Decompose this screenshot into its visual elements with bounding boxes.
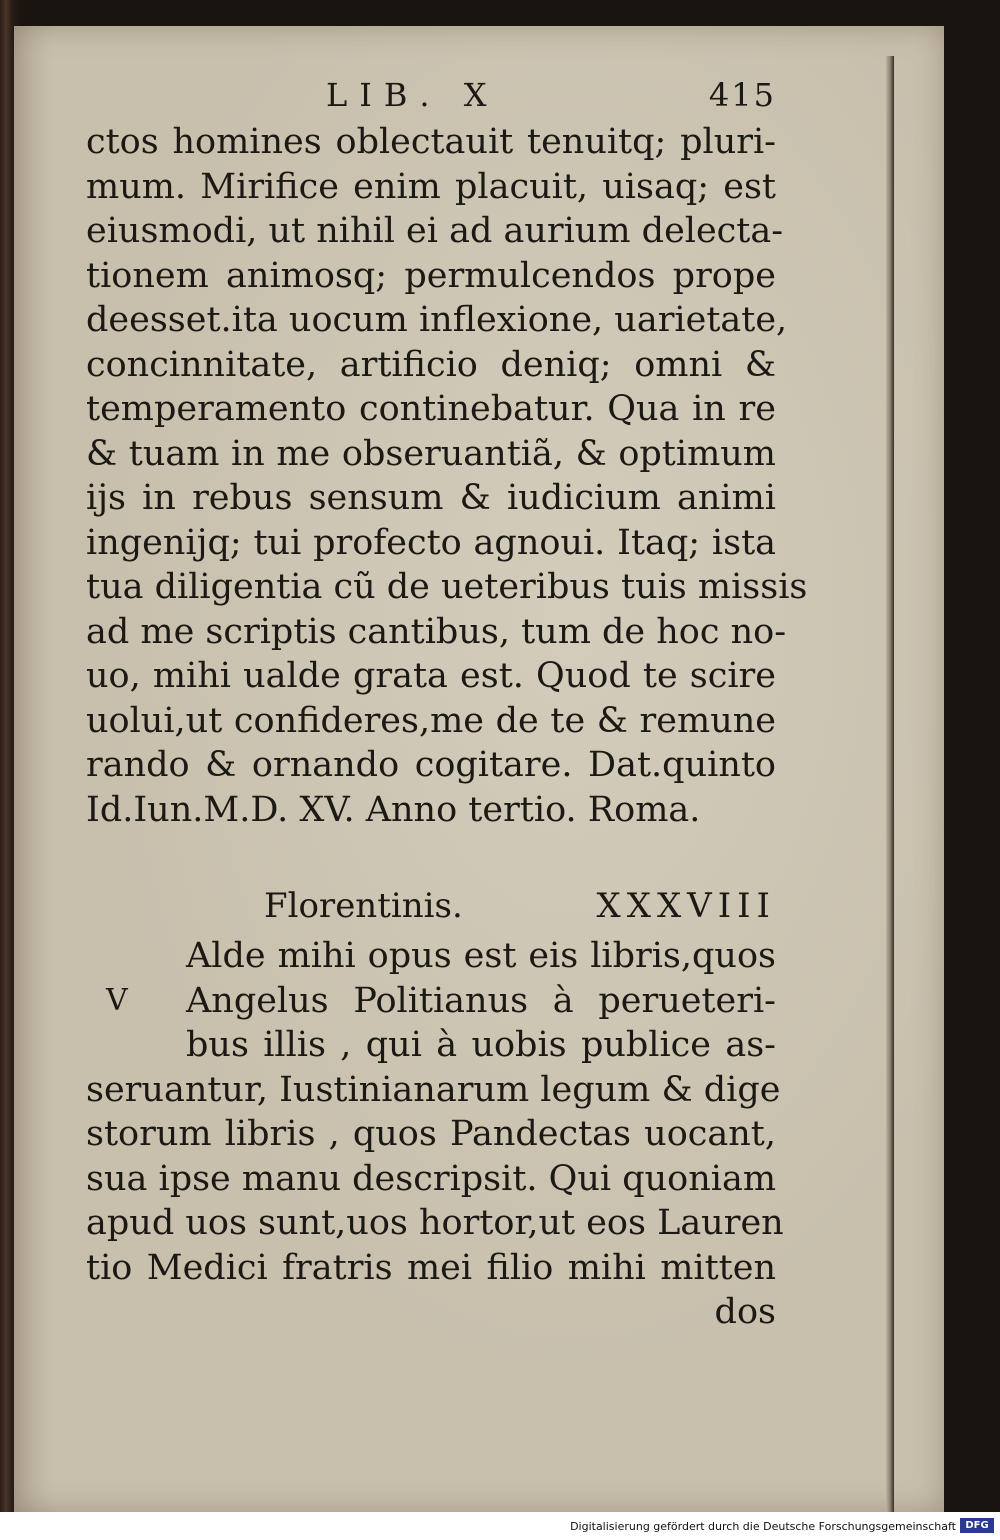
letter-continuation [86, 1068, 784, 1291]
text-line: uolui,ut confideres,me de te & remune [86, 700, 776, 741]
section-gap [86, 832, 776, 880]
funding-credit: Digitalisierung gefördert durch die Deutsche Forschungsgemeinschaft [570, 1520, 956, 1533]
text-line: Alde mihi opus est eis libris,quos [186, 936, 776, 976]
drop-cap-initial: V [106, 983, 128, 1018]
letter-addressee: Florentinis. [264, 886, 463, 926]
footer-bar [0, 1512, 1000, 1540]
text-line: ijs in rebus sensum & iudicium animi [86, 478, 776, 518]
text-line: tua diligentia cũ de ueteribus tuis missis [86, 567, 808, 607]
text-line: deesset.ita uocum inflexione, uarietate, [86, 300, 788, 340]
letter-number: XXXVIII [596, 886, 776, 926]
text-line: eiusmodi, ut nihil ei ad aurium delecta- [86, 211, 784, 251]
text-line: ingenijq; tui profecto agnoui. Itaq; ista [86, 522, 776, 563]
text-line: temperamento continebatur. Qua in re [86, 389, 776, 429]
folio-number: 415 [708, 76, 776, 114]
text-line: uo, mihi ualde grata est. Quod te scire [86, 656, 776, 696]
text-line-dateline: Id.Iun.M.D. XV. Anno tertio. Roma. [86, 789, 701, 830]
text-block [86, 76, 808, 1335]
text-line: tionem animosq; permulcendos prope [86, 255, 776, 296]
text-line: & tuam in me obseruantiã, & optimum [86, 433, 776, 474]
book-page [14, 26, 944, 1512]
letter-opening [86, 934, 776, 1068]
page-edge [886, 56, 894, 1536]
text-line: mum. Mirifice enim placuit, uisaq; est [86, 166, 776, 207]
text-line: sua ipse manu descripsit. Qui quoniam [86, 1158, 777, 1199]
catchword: dos [714, 1292, 776, 1332]
book-number: LIB. X [326, 76, 499, 114]
letter-heading [86, 880, 776, 934]
text-line: concinnitate, artificio deniq; omni & [86, 344, 776, 385]
letter-body [86, 120, 808, 832]
dfg-logo: DFG [960, 1518, 994, 1533]
text-line: bus illis , qui à uobis publice as- [186, 1025, 776, 1065]
text-line: Angelus Politianus à perueteri- [186, 980, 776, 1021]
running-head [86, 76, 776, 120]
text-line: tio Medici fratris mei filio mihi mitten [86, 1247, 776, 1288]
text-line: ctos homines oblectauit tenuitq; pluri- [86, 122, 776, 162]
text-line: storum libris , quos Pandectas uocant, [86, 1114, 776, 1154]
text-line: rando & ornando cogitare. Dat.quinto [86, 745, 776, 785]
text-line: ad me scriptis cantibus, tum de hoc no- [86, 611, 787, 652]
text-line: seruantur, Iustinianarum legum & dige [86, 1069, 781, 1110]
text-line: apud uos sunt,uos hortor,ut eos Lauren [86, 1203, 784, 1243]
